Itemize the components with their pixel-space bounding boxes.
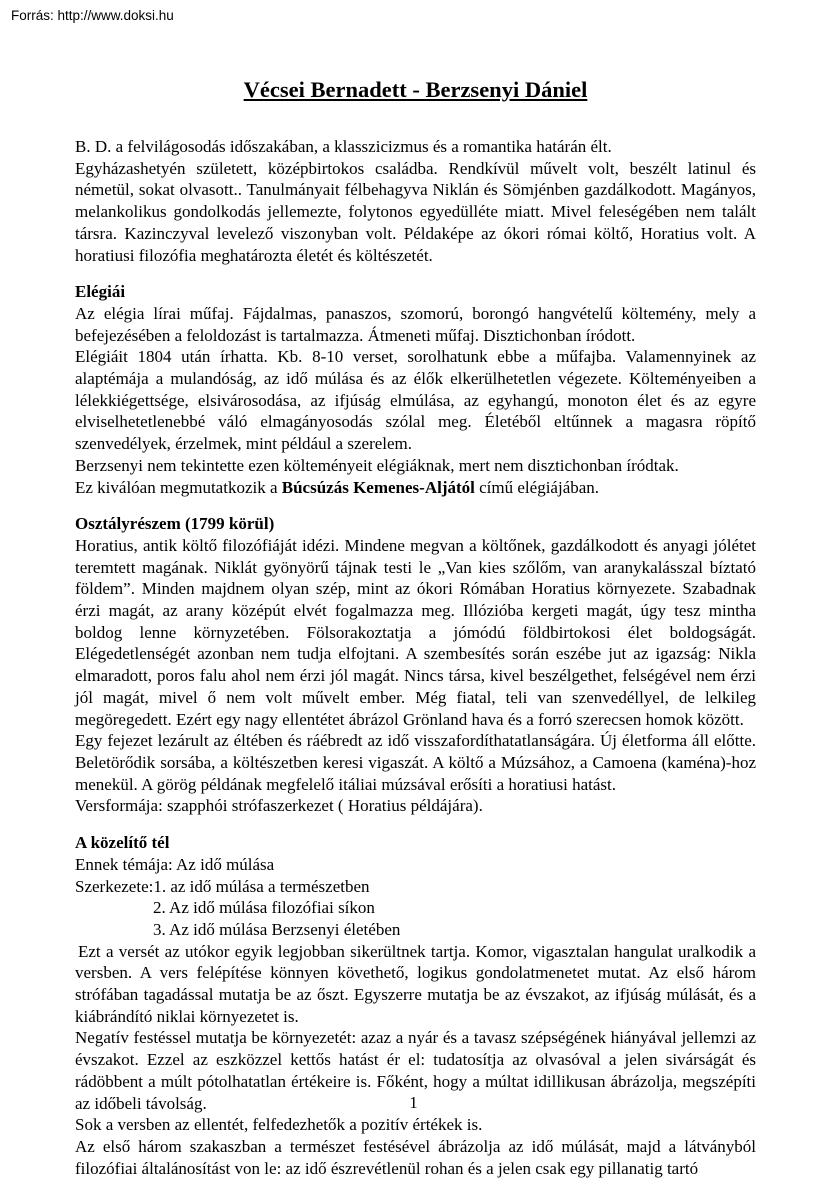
theme-line: Ennek témája: Az idő múlása (75, 854, 275, 874)
document-title: Vécsei Bernadett - Berzsenyi Dániel (243, 77, 588, 102)
paragraph: Berzsenyi nem tekintette ezen költeményeit elégiáknak, mert nem disztichonban íródtak. (75, 455, 679, 475)
paragraph: Az elégia lírai műfaj. Fájdalmas, panaszos, szomorú, borongó hangvételű költemény, mely a befejezésében a feloldozást is tartalmazza. Átmeneti műfaj. Disztichonban íródott. (75, 303, 756, 345)
section-heading-elegiai: Elégiái (75, 282, 126, 302)
document-content (75, 0, 756, 1179)
paragraph: Egy fejezet lezárult az éltében és ráébredt az idő visszafordíthatatlanságára. Új életforma áll előtte. Beletörődik sorsába, a költészetben keresi vigaszát. A költő a Múzsához, a Camoena (kaména)-hoz menekül. A görög példának megfelelő itáliai múzsával erősíti a horatiusi hatást. (75, 731, 756, 794)
structure-item: 1. az idő múlása a természetben (153, 876, 370, 896)
paragraph: Negatív festéssel mutatja be környezetét: azaz a nyár és a tavasz szépségének hiányával jellemzi az évszakot. Ezzel az eszközzel kettős hatást ér el: tudatosítja az olvasóval a jelen sivárságát és rádöbbent a múlt pótolhatatlan értékeire is. Főként, hogy a múltat idillikusan ábrázolja, megszépíti az időbeli távolság. (75, 1028, 756, 1113)
section-heading-kozelito-tel: A közelítő tél (75, 833, 170, 853)
paragraph-text: című elégiájában. (474, 477, 600, 497)
paragraph: Versformája: szapphói strófaszerkezet ( Horatius példájára). (75, 796, 483, 816)
paragraph: B. D. a felvilágosodás időszakában, a klasszicizmus és a romantika határán élt. (75, 137, 612, 156)
paragraph: Horatius, antik költő filozófiáját idézi. Mindene megvan a költőnek, gazdálkodott és anyagi jólétet teremtett magának. Niklát gyönyörű tájnak testi le „Van kies szőlőm, van aranykalásszal bíztató földem”. Minden majdnem olyan szép, mint az ókori Rómában Horatius környezete. Szabadnak érzi magát, az arany középút elvét fogalmazza meg. Illózióba kergeti magát, úgy tesz mintha boldog lenne környzetében. Fölsorakoztatja a jómódú földbirtokosi élet boldogságát. Elégedetlenségét azonban nem tudja elfojtani. A szembesítés során eszébe jut az igazság: Nikla elmaradott, poros falu ahol nem érzi jól magát. Nincs társa, kivel beszélgethet, felségével nem érzi jól magát, mivel ő nem volt művelt ember. Még fiatal, teli van szenvedéllyel, de lelkileg megöregedett. Ezért egy nagy ellentétet ábrázol Grönland hava és a forró szerecsen homok között. (75, 535, 756, 729)
structure-item: 2. Az idő múlása filozófiai síkon (153, 898, 375, 918)
paragraph: Sok a versben az ellentét, felfedezhetők a pozitív értékek is. (75, 1115, 483, 1135)
structure-label: Szerkezete: (75, 876, 154, 896)
paragraph: Az első három szakaszban a természet festésével ábrázolja az idő múlását, majd a látványból filozófiai általánosítást von le: az idő észrevétlenül rohan és a jelen csak egy pillanatig tartó (75, 1136, 756, 1178)
page-number: 1 (409, 1093, 418, 1112)
paragraph-text: Ez kiválóan megmutatkozik a (75, 477, 282, 497)
source-url-text: Forrás: http://www.doksi.hu (11, 8, 174, 23)
structure-line (75, 876, 756, 898)
work-title-bucsuzas: Búcsúzás Kemenes-Aljától (281, 477, 475, 497)
paragraph: Ezt a versét az utókor egyik legjobban sikerültnek tartja. Komor, vigasztalan hangulat uralkodik a versben. A vers felépítése könnyen követhető, logikus gondolatmenetet mutat. Az első három strófában tagadással mutatja be az őszt. Egyszerre mutatja be az évszakot, az ifjúság múlását, és a kiábrándító niklai környezetet is. (75, 941, 756, 1026)
paragraph-with-work-title (75, 477, 756, 499)
structure-item: 3. Az idő múlása Berzsenyi életében (153, 919, 401, 939)
paragraph: Elégiáit 1804 után írhatta. Kb. 8-10 verset, sorolhatunk ebbe a műfajba. Valamennyinek az alaptémája a mulandóság, az idő múlása és az élők elkerülhetetlen végezete. Költeményeiben a lélekkiégettsége, elsivárosodása, az ifjúság elmúlása, az egyhangú, monoton élet és az egyre elviselhetetlenebbé váló elmagányosodás szólal meg. Életéből eltűnnek a magasra röpítő szenvedélyek, érzelmek, mint például a szerelem. (75, 347, 756, 454)
paragraph: Egyházashetyén született, középbirtokos családba. Rendkívül művelt volt, beszélt latinul és németül, sokat olvasott.. Tanulmányait félbehagyva Niklán és Sömjénben gazdálkodott. Magányos, melankolikus gondolkodás jellemezte, folytonos egyedülléte miatt. Mivel feleségében nem talált társra. Kazinczyval levelező viszonyban volt. Példaképe az ókori római költő, Horatius volt. A horatiusi filozófia meghatározta életét és költészetét. (75, 158, 756, 265)
section-heading-osztalyreszem: Osztályrészem (1799 körül) (75, 514, 275, 534)
